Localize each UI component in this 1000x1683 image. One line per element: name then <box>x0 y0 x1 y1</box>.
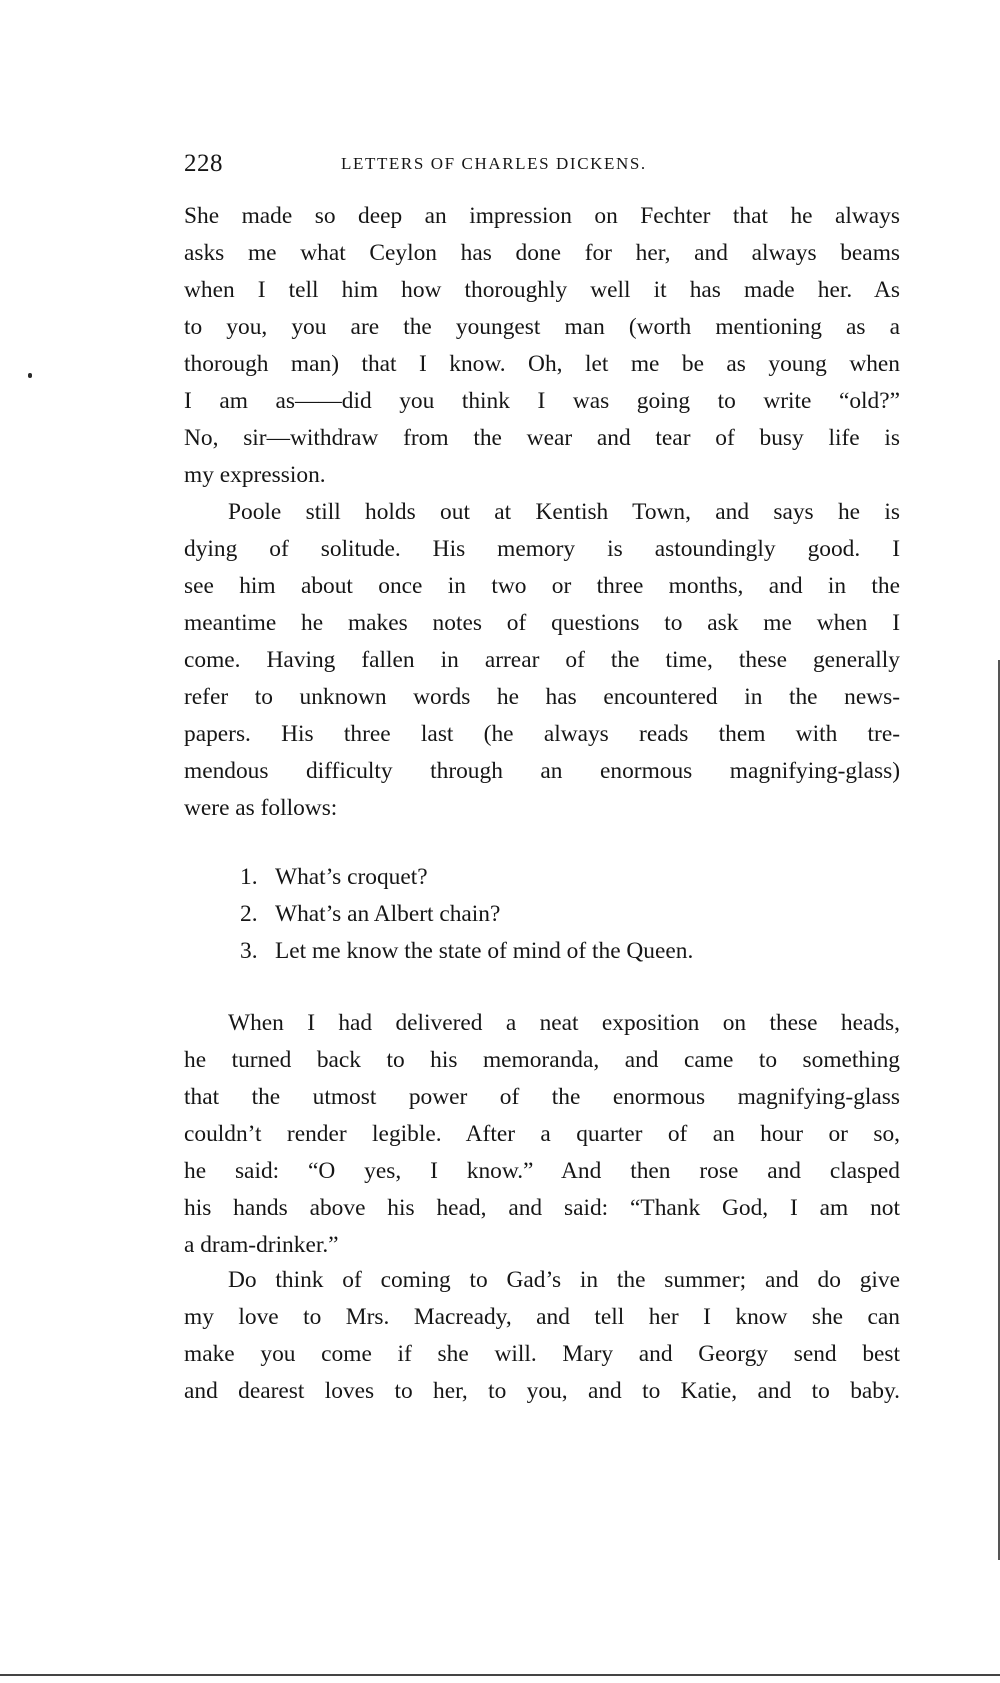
text-line: see him about once in two or three months, and in the <box>184 573 900 599</box>
text-line: that the utmost power of the enormous magnifying-glass <box>184 1084 900 1110</box>
text-line: he turned back to his memoranda, and came to something <box>184 1047 900 1073</box>
list-text: What’s croquet? <box>275 864 428 890</box>
text-line: couldn’t render legible. After a quarter of an hour or so, <box>184 1121 900 1147</box>
text-line: a dram-drinker.” <box>184 1232 339 1258</box>
text-line: come. Having fallen in arrear of the time, these generally <box>184 647 900 673</box>
text-line: make you come if she will. Mary and Georgy send best <box>184 1341 900 1367</box>
text-line: mendous difficulty through an enormous magnifying-glass) <box>184 758 900 784</box>
text-line: dying of solitude. His memory is astoundingly good. I <box>184 536 900 562</box>
page-number: 228 <box>184 150 223 177</box>
page-header <box>184 150 900 180</box>
text-line: Do think of coming to Gad’s in the summer; and do give <box>228 1267 900 1293</box>
list-item <box>240 899 500 929</box>
text-line: thorough man) that I know. Oh, let me be as young when <box>184 351 900 377</box>
text-line: to you, you are the youngest man (worth mentioning as a <box>184 314 900 340</box>
text-line: were as follows: <box>184 795 338 821</box>
text-line: I am as——did you think I was going to write “old?” <box>184 388 900 414</box>
list-item <box>240 936 693 966</box>
text-line: he said: “O yes, I know.” And then rose and clasped <box>184 1158 900 1184</box>
list-number: 2. <box>240 901 258 927</box>
text-line: refer to unknown words he has encountered in the news- <box>184 684 900 710</box>
scan-speck <box>28 373 32 378</box>
text-line: Poole still holds out at Kentish Town, and says he is <box>228 499 900 525</box>
list-number: 3. <box>240 938 258 964</box>
text-line: No, sir—withdraw from the wear and tear of busy life is <box>184 425 900 451</box>
text-line: when I tell him how thoroughly well it has made her. As <box>184 277 900 303</box>
bottom-edge-line <box>0 1674 1000 1676</box>
text-line: meantime he makes notes of questions to ask me when I <box>184 610 900 636</box>
text-line: She made so deep an impression on Fechter that he always <box>184 203 900 229</box>
text-line: my expression. <box>184 462 326 488</box>
text-line: asks me what Ceylon has done for her, and always beams <box>184 240 900 266</box>
text-line: his hands above his head, and said: “Thank God, I am not <box>184 1195 900 1221</box>
list-text: What’s an Albert chain? <box>275 901 501 927</box>
text-line: and dearest loves to her, to you, and to Katie, and to baby. <box>184 1378 900 1404</box>
text-line: papers. His three last (he always reads them with tre- <box>184 721 900 747</box>
text-line: When I had delivered a neat exposition on these heads, <box>228 1010 900 1036</box>
list-item <box>240 862 428 892</box>
list-number: 1. <box>240 864 258 890</box>
running-head: LETTERS OF CHARLES DICKENS. <box>341 154 647 173</box>
list-text: Let me know the state of mind of the Queen. <box>275 938 694 964</box>
text-line: my love to Mrs. Macready, and tell her I know she can <box>184 1304 900 1330</box>
